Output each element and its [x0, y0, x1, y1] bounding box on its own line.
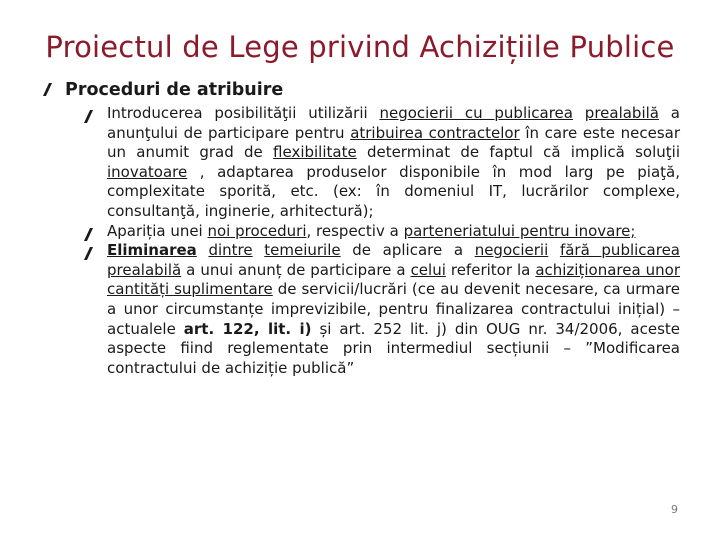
- text-segment: art. 122, lit. i): [183, 319, 312, 338]
- text-segment: parteneriatului pentru inovare;: [403, 221, 636, 240]
- list-item-text: [107, 222, 680, 242]
- list-item: [77, 241, 680, 378]
- text-segment: și: [311, 319, 340, 338]
- text-segment: negocierii cu publicarea: [379, 104, 573, 122]
- text-segment: , respectiv a: [306, 221, 404, 240]
- level1-label: Proceduri de atribuire: [65, 80, 284, 100]
- text-segment: celui: [410, 260, 446, 279]
- text-segment: noi proceduri: [207, 221, 307, 240]
- text-segment: achiziționarea unor cantități suplimentare: [107, 260, 680, 299]
- text-segment: prealabilă: [584, 104, 659, 122]
- text-segment: negocierii: [474, 241, 549, 260]
- content: [40, 80, 680, 378]
- text-segment: flexibilitate: [273, 143, 357, 162]
- list-item-text: [107, 104, 680, 222]
- text-segment: temeiurile: [264, 241, 341, 260]
- text-segment: atribuirea contractelor: [350, 123, 520, 142]
- text-segment: dintre: [208, 241, 253, 260]
- slash-bullet-icon: [84, 228, 93, 241]
- text-segment: inovatoare: [107, 162, 188, 181]
- text-segment: [197, 241, 209, 259]
- text-segment: de servicii/lucrări (ce au devenit necesare, ca urmare a unor circumstanțe imprevizibile, pentru finalizarea contractului inițial) – actualele: [107, 280, 680, 338]
- text-segment: Eliminarea: [107, 241, 197, 260]
- text-segment: Apariția unei: [107, 221, 208, 240]
- text-segment: [573, 104, 585, 122]
- text-segment: referitor la: [445, 260, 536, 279]
- list-item-text: [107, 241, 680, 378]
- level2-list: [40, 104, 680, 378]
- list-item: [77, 104, 680, 222]
- slash-bullet-icon: [43, 83, 52, 96]
- text-segment: Introducerea posibilităţii utilizării: [107, 104, 380, 122]
- list-item: [77, 222, 680, 242]
- text-segment: determinat de faptul că implică soluţii: [356, 143, 680, 162]
- text-segment: de aplicare a: [340, 241, 475, 260]
- text-segment: [253, 241, 265, 259]
- slash-bullet-icon: [84, 247, 93, 260]
- text-segment: fără publicarea prealabilă: [107, 241, 680, 279]
- text-segment: a unui anunț de participare a: [181, 260, 411, 279]
- page-number: 9: [671, 503, 678, 516]
- text-segment: , adaptarea produselor disponibile în mod larg pe piaţă, complexitate sporită, etc. (ex: în domeniul IT, lucrărilor complexe, consultanţă, inginerie, arhitectură);: [107, 162, 680, 220]
- text-segment: a anunţului de participare pentru: [107, 104, 680, 142]
- text-segment: art. 252 lit. j) din OUG nr. 34/2006, aceste aspecte fiind reglementate prin intermediul secțiunii – ”Modificarea contractului de achiziție publică”: [107, 319, 680, 377]
- level1-bullet: [40, 80, 680, 100]
- slash-bullet-icon: [84, 110, 93, 123]
- text-segment: [548, 241, 560, 259]
- page-title: Proiectul de Lege privind Achizițiile Publice: [45, 30, 675, 64]
- text-segment: în care este necesar un anumit grad de: [107, 123, 681, 162]
